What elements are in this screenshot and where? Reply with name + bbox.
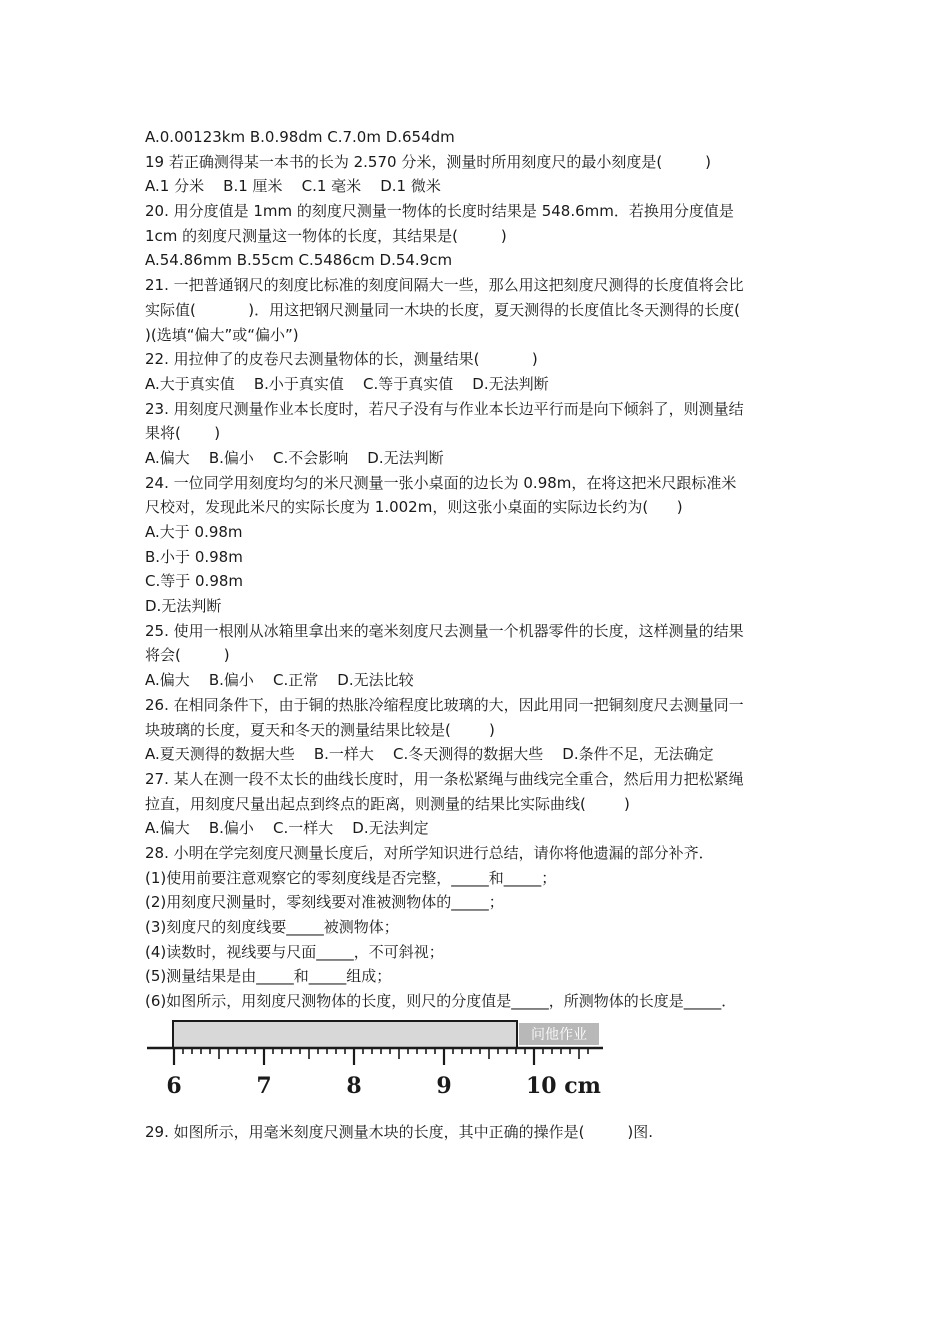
text-line: A.夏天测得的数据大些 B.一样大 C.冬天测得的数据大些 D.条件不足，无法确定 [145, 745, 714, 764]
text-line: 19 若正确测得某一本书的长为 2.570 分米，测量时所用刻度尺的最小刻度是( ) [145, 152, 711, 171]
text-line: B.小于 0.98m [145, 547, 243, 566]
text-line: 23. 用刻度尺测量作业本长度时，若尺子没有与作业本长边平行而是向下倾斜了，则测量结 [145, 399, 744, 418]
text-line: (1)使用前要注意观察它的零刻度线是否完整，_____和_____； [145, 868, 557, 887]
text-line: A.偏大 B.偏小 C.一样大 D.无法判定 [145, 819, 429, 838]
text-line: 22. 用拉伸了的皮卷尺去测量物体的长，测量结果( ) [145, 350, 538, 369]
text-line: 27. 某人在测一段不太长的曲线长度时，用一条松紧绳与曲线完全重合，然后用力把松紧绳 [145, 769, 744, 788]
text-line: (4)读数时，视线要与尺面_____，不可斜视； [145, 942, 444, 961]
measured-block [173, 1021, 517, 1048]
text-line: 拉直，用刻度尺量出起点到终点的距离，则测量的结果比实际曲线( ) [145, 794, 630, 813]
text-line: (5)测量结果是由_____和_____组成； [145, 967, 392, 986]
text-line: 将会( ) [145, 646, 230, 665]
text-line: A.0.00123km B.0.98dm C.7.0m D.654dm [145, 128, 455, 146]
text-line: 尺校对，发现此米尺的实际长度为 1.002m，则这张小桌面的实际边长约为( ) [145, 498, 683, 517]
text-line: 实际值( )．用这把钢尺测量同一木块的长度，夏天测得的长度值比冬天测得的长度( [145, 300, 741, 319]
text-line: 28. 小明在学完刻度尺测量长度后，对所学知识进行总结，请你将他遗漏的部分补齐． [145, 843, 714, 862]
ruler-tick-label: 8 [346, 1072, 362, 1098]
text-line: 24. 一位同学用刻度均匀的米尺测量一张小桌面的边长为 0.98m，在将这把米尺跟标准米 [145, 473, 737, 492]
text-line: A.54.86mm B.55cm C.5486cm D.54.9cm [145, 251, 453, 270]
question-29 [145, 1120, 815, 1145]
ruler-tick-labels [166, 1073, 601, 1098]
text-line: (3)刻度尺的刻度线要_____被测物体； [145, 918, 399, 936]
text-line: 果将( ) [145, 424, 221, 443]
ruler-tick-label: 6 [166, 1072, 182, 1098]
text-line: A.1 分米 B.1 厘米 C.1 毫米 D.1 微米 [145, 177, 441, 196]
text-line: 29. 如图所示，用毫米刻度尺测量木块的长度，其中正确的操作是( )图. [145, 1122, 654, 1141]
ruler-svg [145, 1018, 605, 1098]
text-line: (2)用刻度尺测量时，零刻线要对准被测物体的_____； [145, 893, 504, 912]
text-line: 20. 用分度值是 1mm 的刻度尺测量一物体的长度时结果是 548.6mm．若换用分度值是 [145, 202, 734, 221]
text-line: A.偏大 B.偏小 C.正常 D.无法比较 [145, 671, 414, 690]
ruler-tick-label: 10 cm [526, 1072, 601, 1098]
text-line: A.大于真实值 B.小于真实值 C.等于真实值 D.无法判断 [145, 374, 549, 393]
text-line: 块玻璃的长度，夏天和冬天的测量结果比较是( ) [145, 720, 495, 739]
text-line: 21. 一把普通钢尺的刻度比标准的刻度间隔大一些，那么用这把刻度尺测得的长度值将会比 [145, 276, 744, 295]
text-line: D.无法判断 [145, 597, 222, 616]
text-line: )(选填“偏大”或“偏小”) [145, 325, 299, 344]
text-line: (6)如图所示，用刻度尺测物体的长度，则尺的分度值是_____，所测物体的长度是_____． [145, 992, 737, 1011]
text-line: C.等于 0.98m [145, 572, 244, 591]
text-line: A.偏大 B.偏小 C.不会影响 D.无法判断 [145, 448, 444, 467]
text-line: 1cm 的刻度尺测量这一物体的长度，其结果是( ) [145, 226, 507, 245]
text-line: 26. 在相同条件下，由于铜的热胀冷缩程度比玻璃的大，因此用同一把铜刻度尺去测量同一 [145, 695, 744, 714]
text-line: A.大于 0.98m [145, 523, 243, 541]
document-page [145, 125, 815, 1144]
text-line: 25. 使用一根刚从冰箱里拿出来的毫米刻度尺去测量一个机器零件的长度，这样测量的结果 [145, 621, 744, 640]
ruler-tick-label: 7 [256, 1072, 272, 1098]
ruler-ticks [174, 1048, 588, 1065]
watermark-text: 问他作业 [531, 1026, 587, 1043]
question-block [145, 125, 815, 1014]
ruler-tick-label: 9 [436, 1072, 452, 1098]
ruler-figure [145, 1018, 605, 1098]
